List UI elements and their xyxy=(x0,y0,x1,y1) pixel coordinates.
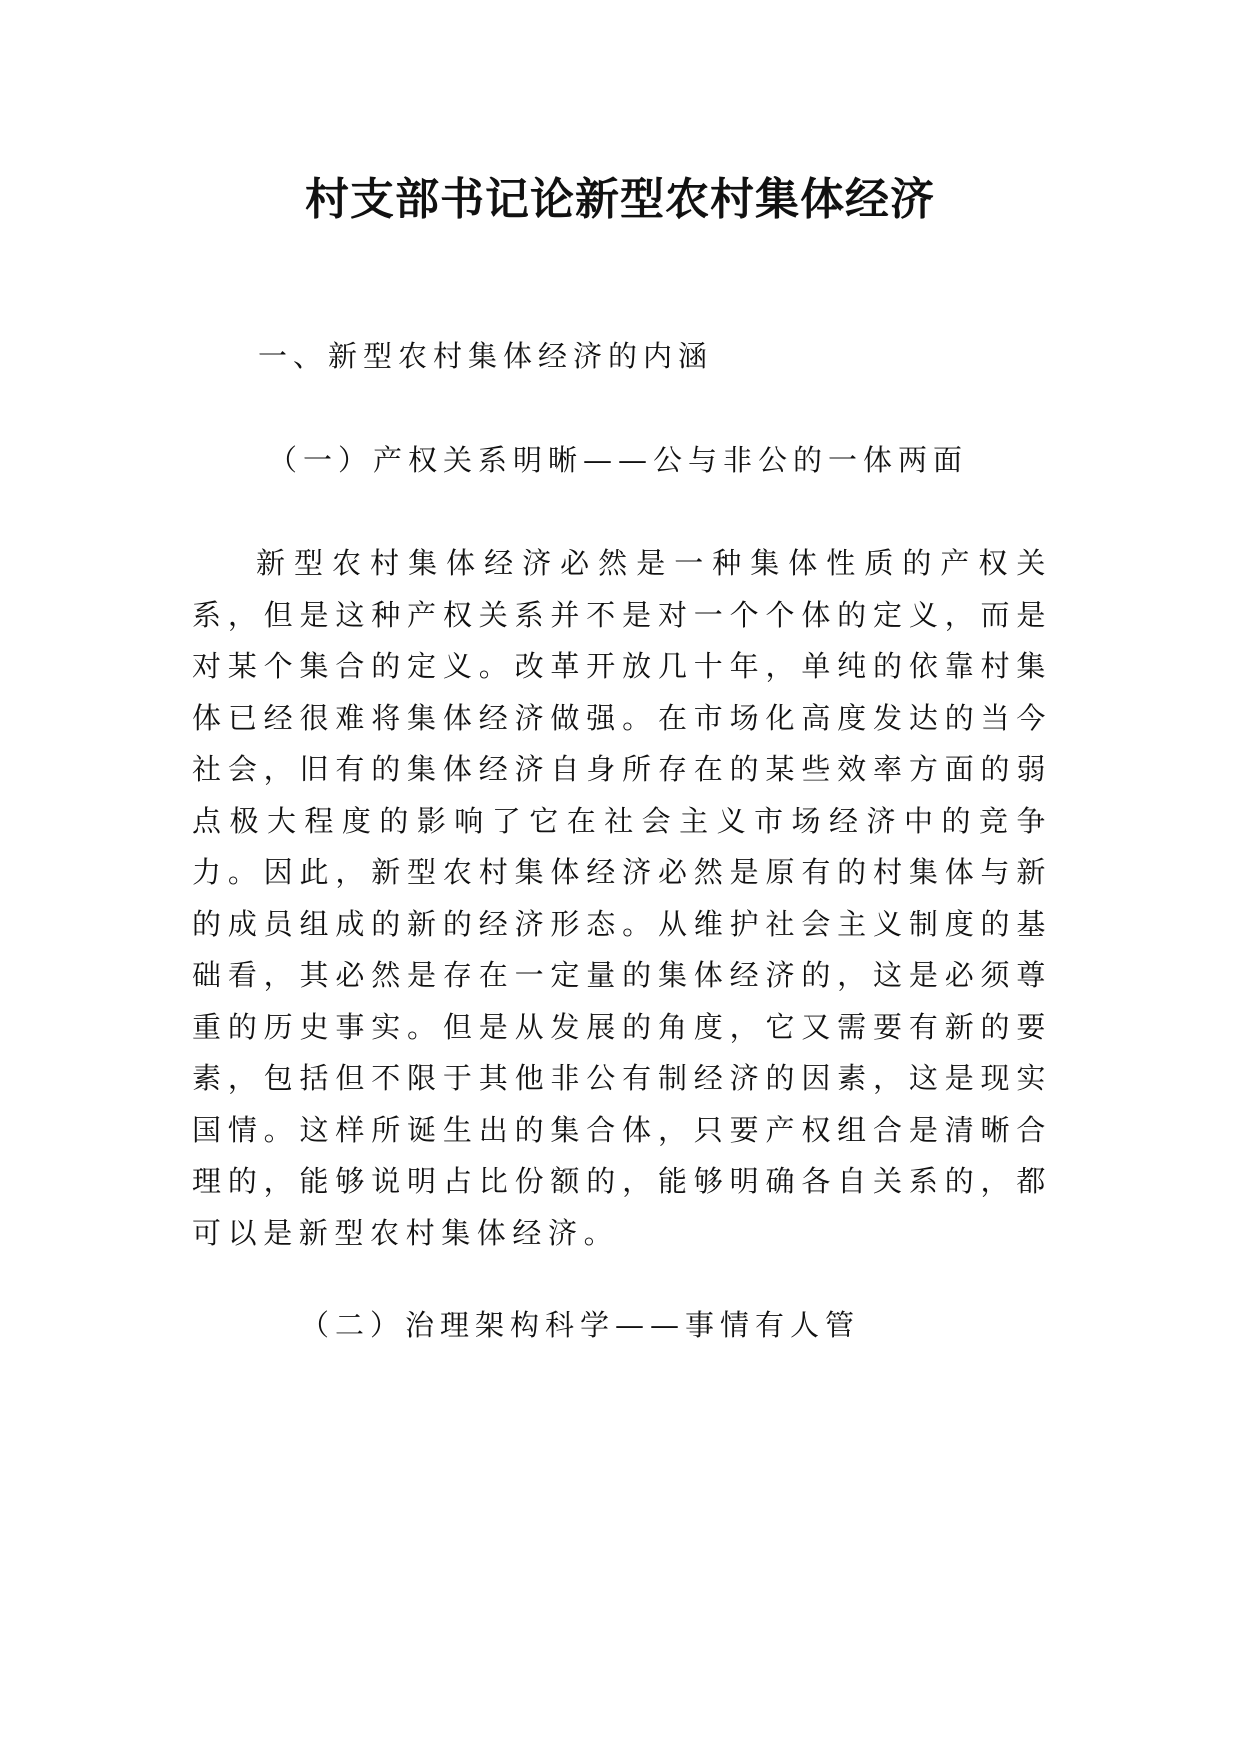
section-heading-1: 一、新型农村集体经济的内涵 xyxy=(258,339,714,373)
subsection-heading-1: （一）产权关系明晰——公与非公的一体两面 xyxy=(268,443,969,477)
subsection-heading-2: （二）治理架构科学——事情有人管 xyxy=(300,1308,861,1342)
body-paragraph-1: 新型农村集体经济必然是一种集体性质的产权关系，但是这种产权关系并不是对一个个体的定义，而是对某个集合的定义。改革开放几十年，单纯的依靠村集体已经很难将集体经济做强。在市场化高度发达的当今社会，旧有的集体经济自身所存在的某些效率方面的弱点极大程度的影响了它在社会主义市场经济中的竞争力。因此，新型农村集体经济必然是原有的村集体与新的成员组成的新的经济形态。从维护社会主义制度的基础看，其必然是存在一定量的集体经济的，这是必须尊重的历史事实。但是从发展的角度，它又需要有新的要素，包括但不限于其他非公有制经济的因素，这是现实国情。这样所诞生出的集合体，只要产权组合是清晰合理的，能够说明占比份额的，能够明确各自关系的，都可以是新型农村集体经济。 xyxy=(192,546,1052,1250)
document-title: 村支部书记论新型农村集体经济 xyxy=(305,174,935,225)
